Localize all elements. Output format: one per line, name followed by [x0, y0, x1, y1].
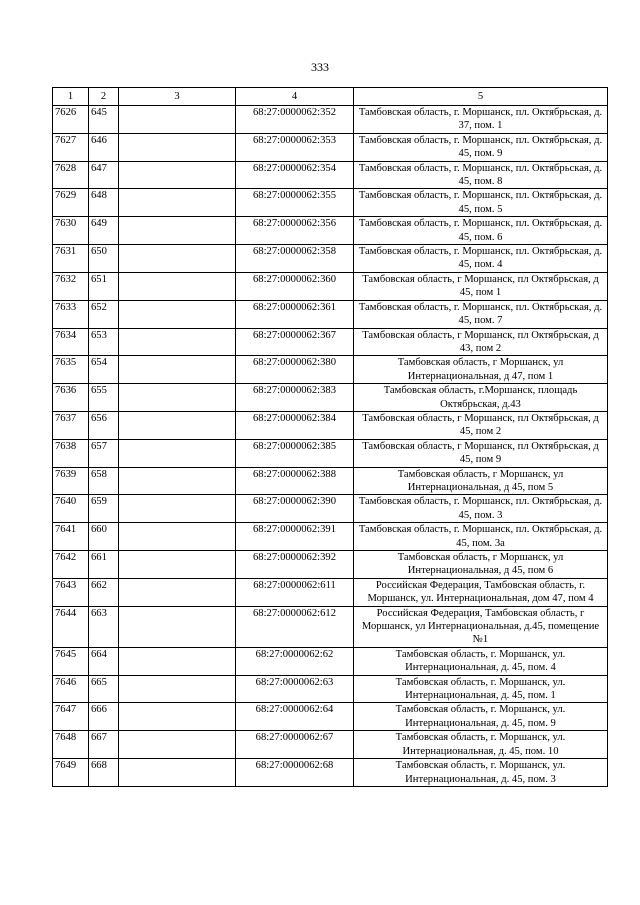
- table-row: [53, 384, 608, 412]
- registry-table: [52, 87, 608, 787]
- empty-cell: [119, 606, 236, 647]
- address-cell: Тамбовская область, г Моршанск, ул Интернациональная, д 45, пом 5: [354, 467, 608, 495]
- table-row: [53, 439, 608, 467]
- empty-cell: [119, 189, 236, 217]
- cadastral-number-cell: 68:27:0000062:383: [236, 384, 354, 412]
- cadastral-number-cell: 68:27:0000062:358: [236, 245, 354, 273]
- address-cell: Тамбовская область, г. Моршанск, пл. Октябрьская, д. 45, пом. 3а: [354, 523, 608, 551]
- cadastral-number-cell: 68:27:0000062:388: [236, 467, 354, 495]
- table-body: [53, 106, 608, 787]
- address-cell: Тамбовская область, г. Моршанск, пл. Октябрьская, д. 37, пом. 1: [354, 106, 608, 134]
- address-cell: Тамбовская область, г. Моршанск, ул. Интернациональная, д. 45, пом. 4: [354, 647, 608, 675]
- address-cell: Тамбовская область, г. Моршанск, ул. Интернациональная, д. 45, пом. 9: [354, 703, 608, 731]
- table-row: [53, 328, 608, 356]
- cadastral-number-cell: 68:27:0000062:385: [236, 439, 354, 467]
- address-cell: Тамбовская область, г Моршанск, пл Октябрьская, д 43, пом 2: [354, 328, 608, 356]
- table-row: [53, 647, 608, 675]
- cadastral-number-cell: 68:27:0000062:352: [236, 106, 354, 134]
- item-number-cell: 646: [89, 133, 119, 161]
- item-number-cell: 649: [89, 217, 119, 245]
- empty-cell: [119, 272, 236, 300]
- cadastral-number-cell: 68:27:0000062:353: [236, 133, 354, 161]
- item-number-cell: 645: [89, 106, 119, 134]
- empty-cell: [119, 411, 236, 439]
- row-index-cell: 7631: [53, 245, 89, 273]
- item-number-cell: 664: [89, 647, 119, 675]
- table-row: [53, 272, 608, 300]
- cadastral-number-cell: 68:27:0000062:391: [236, 523, 354, 551]
- column-header-2: 2: [89, 88, 119, 106]
- item-number-cell: 668: [89, 759, 119, 787]
- row-index-cell: 7648: [53, 731, 89, 759]
- column-header-5: 5: [354, 88, 608, 106]
- item-number-cell: 662: [89, 578, 119, 606]
- item-number-cell: 648: [89, 189, 119, 217]
- table-row: [53, 300, 608, 328]
- row-index-cell: 7646: [53, 675, 89, 703]
- empty-cell: [119, 578, 236, 606]
- cadastral-number-cell: 68:27:0000062:62: [236, 647, 354, 675]
- row-index-cell: 7640: [53, 495, 89, 523]
- cadastral-number-cell: 68:27:0000062:361: [236, 300, 354, 328]
- item-number-cell: 653: [89, 328, 119, 356]
- address-cell: Тамбовская область, г. Моршанск, пл. Октябрьская, д. 45, пом. 3: [354, 495, 608, 523]
- address-cell: Тамбовская область, г Моршанск, ул Интернациональная, д 47, пом 1: [354, 356, 608, 384]
- empty-cell: [119, 731, 236, 759]
- row-index-cell: 7632: [53, 272, 89, 300]
- item-number-cell: 666: [89, 703, 119, 731]
- empty-cell: [119, 328, 236, 356]
- row-index-cell: 7645: [53, 647, 89, 675]
- empty-cell: [119, 245, 236, 273]
- table-row: [53, 106, 608, 134]
- address-cell: Тамбовская область, г. Моршанск, ул. Интернациональная, д. 45, пом. 3: [354, 759, 608, 787]
- empty-cell: [119, 675, 236, 703]
- item-number-cell: 650: [89, 245, 119, 273]
- cadastral-number-cell: 68:27:0000062:63: [236, 675, 354, 703]
- row-index-cell: 7628: [53, 161, 89, 189]
- cadastral-number-cell: 68:27:0000062:390: [236, 495, 354, 523]
- address-cell: Тамбовская область, г. Моршанск, пл. Октябрьская, д. 45, пом. 9: [354, 133, 608, 161]
- item-number-cell: 651: [89, 272, 119, 300]
- table-row: [53, 189, 608, 217]
- row-index-cell: 7630: [53, 217, 89, 245]
- row-index-cell: 7636: [53, 384, 89, 412]
- item-number-cell: 663: [89, 606, 119, 647]
- address-cell: Тамбовская область, г. Моршанск, пл. Октябрьская, д. 45, пом. 8: [354, 161, 608, 189]
- item-number-cell: 657: [89, 439, 119, 467]
- address-cell: Тамбовская область, г. Моршанск, ул. Интернациональная, д. 45, пом. 1: [354, 675, 608, 703]
- address-cell: Тамбовская область, г. Моршанск, пл. Октябрьская, д. 45, пом. 5: [354, 189, 608, 217]
- address-cell: Тамбовская область, г Моршанск, пл Октябрьская, д 45, пом 9: [354, 439, 608, 467]
- row-index-cell: 7641: [53, 523, 89, 551]
- table-row: [53, 411, 608, 439]
- cadastral-number-cell: 68:27:0000062:392: [236, 551, 354, 579]
- row-index-cell: 7629: [53, 189, 89, 217]
- empty-cell: [119, 300, 236, 328]
- address-cell: Российская Федерация, Тамбовская область, г. Моршанск, ул. Интернациональная, дом 47, пом 4: [354, 578, 608, 606]
- address-cell: Тамбовская область, г. Моршанск, пл. Октябрьская, д. 45, пом. 6: [354, 217, 608, 245]
- empty-cell: [119, 161, 236, 189]
- row-index-cell: 7634: [53, 328, 89, 356]
- table-row: [53, 731, 608, 759]
- table-row: [53, 523, 608, 551]
- table-row: [53, 161, 608, 189]
- row-index-cell: 7639: [53, 467, 89, 495]
- table-row: [53, 133, 608, 161]
- address-cell: Тамбовская область, г.Моршанск, площадь Октябрьская, д.43: [354, 384, 608, 412]
- table-row: [53, 467, 608, 495]
- item-number-cell: 652: [89, 300, 119, 328]
- column-header-4: 4: [236, 88, 354, 106]
- cadastral-number-cell: 68:27:0000062:355: [236, 189, 354, 217]
- row-index-cell: 7627: [53, 133, 89, 161]
- empty-cell: [119, 217, 236, 245]
- table-row: [53, 495, 608, 523]
- column-header-1: 1: [53, 88, 89, 106]
- empty-cell: [119, 133, 236, 161]
- row-index-cell: 7642: [53, 551, 89, 579]
- item-number-cell: 667: [89, 731, 119, 759]
- address-cell: Тамбовская область, г. Моршанск, ул. Интернациональная, д. 45, пом. 10: [354, 731, 608, 759]
- address-cell: Тамбовская область, г. Моршанск, пл. Октябрьская, д. 45, пом. 7: [354, 300, 608, 328]
- empty-cell: [119, 551, 236, 579]
- empty-cell: [119, 439, 236, 467]
- empty-cell: [119, 647, 236, 675]
- table-row: [53, 675, 608, 703]
- item-number-cell: 647: [89, 161, 119, 189]
- item-number-cell: 659: [89, 495, 119, 523]
- row-index-cell: 7635: [53, 356, 89, 384]
- empty-cell: [119, 467, 236, 495]
- empty-cell: [119, 703, 236, 731]
- address-cell: Российская Федерация, Тамбовская область, г Моршанск, ул Интернациональная, д.45, помещение №1: [354, 606, 608, 647]
- item-number-cell: 655: [89, 384, 119, 412]
- cadastral-number-cell: 68:27:0000062:612: [236, 606, 354, 647]
- table-row: [53, 578, 608, 606]
- row-index-cell: 7649: [53, 759, 89, 787]
- row-index-cell: 7638: [53, 439, 89, 467]
- cadastral-number-cell: 68:27:0000062:384: [236, 411, 354, 439]
- row-index-cell: 7626: [53, 106, 89, 134]
- item-number-cell: 661: [89, 551, 119, 579]
- cadastral-number-cell: 68:27:0000062:64: [236, 703, 354, 731]
- item-number-cell: 665: [89, 675, 119, 703]
- empty-cell: [119, 356, 236, 384]
- table-row: [53, 551, 608, 579]
- address-cell: Тамбовская область, г Моршанск, пл Октябрьская, д 45, пом 1: [354, 272, 608, 300]
- address-cell: Тамбовская область, г. Моршанск, пл. Октябрьская, д. 45, пом. 4: [354, 245, 608, 273]
- empty-cell: [119, 759, 236, 787]
- cadastral-number-cell: 68:27:0000062:354: [236, 161, 354, 189]
- address-cell: Тамбовская область, г Моршанск, ул Интернациональная, д 45, пом 6: [354, 551, 608, 579]
- row-index-cell: 7637: [53, 411, 89, 439]
- column-header-3: 3: [119, 88, 236, 106]
- item-number-cell: 654: [89, 356, 119, 384]
- cadastral-number-cell: 68:27:0000062:360: [236, 272, 354, 300]
- table-row: [53, 703, 608, 731]
- empty-cell: [119, 106, 236, 134]
- row-index-cell: 7647: [53, 703, 89, 731]
- table-row: [53, 356, 608, 384]
- item-number-cell: 658: [89, 467, 119, 495]
- cadastral-number-cell: 68:27:0000062:367: [236, 328, 354, 356]
- row-index-cell: 7643: [53, 578, 89, 606]
- cadastral-number-cell: 68:27:0000062:380: [236, 356, 354, 384]
- table-header-row: [53, 88, 608, 106]
- table-row: [53, 759, 608, 787]
- cadastral-number-cell: 68:27:0000062:67: [236, 731, 354, 759]
- table-row: [53, 245, 608, 273]
- cadastral-number-cell: 68:27:0000062:356: [236, 217, 354, 245]
- row-index-cell: 7633: [53, 300, 89, 328]
- item-number-cell: 660: [89, 523, 119, 551]
- cadastral-number-cell: 68:27:0000062:611: [236, 578, 354, 606]
- address-cell: Тамбовская область, г Моршанск, пл Октябрьская, д 45, пом 2: [354, 411, 608, 439]
- cadastral-number-cell: 68:27:0000062:68: [236, 759, 354, 787]
- item-number-cell: 656: [89, 411, 119, 439]
- empty-cell: [119, 523, 236, 551]
- row-index-cell: 7644: [53, 606, 89, 647]
- empty-cell: [119, 384, 236, 412]
- table-row: [53, 217, 608, 245]
- empty-cell: [119, 495, 236, 523]
- page-number: 333: [311, 60, 329, 74]
- table-row: [53, 606, 608, 647]
